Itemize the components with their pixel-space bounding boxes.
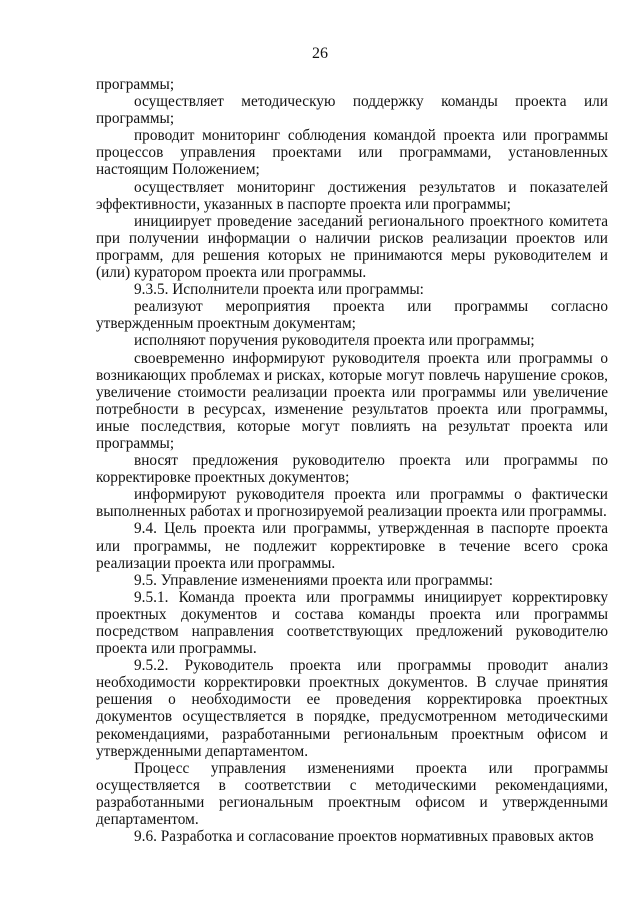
document-body (96, 76, 608, 845)
paragraph-9-5-1: 9.5.1. Команда проекта или программы инициирует корректировку проектных документов и состава команды проекта или программы посредством направления соответствующих предложений руководителю проекта или программы. (96, 588, 608, 658)
paragraph-9-5: 9.5. Управление изменениями проекта или программы: (134, 571, 493, 589)
paragraph-change-process: Процесс управления изменениями проекта или программы осуществляется в соответствии с методическими рекомендациями, разработанными региональным проектным офисом и утвержденными департаментом. (96, 759, 608, 829)
paragraph-continuation: программы; (96, 76, 175, 93)
paragraph-execute-orders: исполняют поручения руководителя проекта или программы; (134, 332, 535, 350)
paragraph-monitoring-results: осуществляет мониторинг достижения результатов и показателей эффективности, указанных в паспорте проекта или программы; (96, 178, 608, 213)
paragraph-9-6: 9.6. Разработка и согласование проектов нормативных правовых актов (134, 828, 594, 846)
paragraph-9-4: 9.4. Цель проекта или программы, утвержденная в паспорте проекта или программы, не подлежит корректировке в течение всего срока реализации проекта или программы. (96, 520, 608, 572)
paragraph-methodical-support: осуществляет методическую поддержку команды проекта или программы; (96, 93, 608, 128)
paragraph-9-5-2: 9.5.2. Руководитель проекта или программы проводит анализ необходимости корректировки проектных документов. В случае принятия решения о необходимости ее проведения корректировка проектных документов осуществляется в порядке, предусмотренном методическими рекомендациями, разработанными региональным проектным офисом и утвержденными департаментом. (96, 657, 608, 760)
paragraph-inform-risks: своевременно информируют руководителя проекта или программы о возникающих проблемах и рисках, которые могут повлечь нарушение сроков, увеличение стоимости реализации проекта или программы или увеличение потребности в ресурсах, изменение результатов проекта или программы, иные последствия, которые могут повлиять на результат проекта или программы; (96, 349, 608, 452)
paragraph-monitoring-compliance: проводит мониторинг соблюдения командой проекта или программы процессов управления проектами или программами, установленных настоящим Положением; (96, 127, 608, 179)
page-number: 26 (312, 45, 328, 62)
paragraph-submit-proposals: вносят предложения руководителю проекта или программы по корректировке проектных документов; (96, 452, 608, 487)
paragraph-initiates-committee: инициирует проведение заседаний регионального проектного комитета при получении информации о наличии рисков реализации проектов или программ, для решения которых не принимаются меры руководителем и (или) куратором проекта или программы. (96, 212, 608, 282)
paragraph-implement-activities: реализуют мероприятия проекта или программы согласно утвержденным проектным документам; (96, 298, 608, 333)
paragraph-9-3-5-heading: 9.3.5. Исполнители проекта или программы: (134, 281, 424, 299)
paragraph-inform-completed-work: информируют руководителя проекта или программы о фактически выполненных работах и прогнозируемой реализации проекта или программы. (96, 486, 608, 521)
